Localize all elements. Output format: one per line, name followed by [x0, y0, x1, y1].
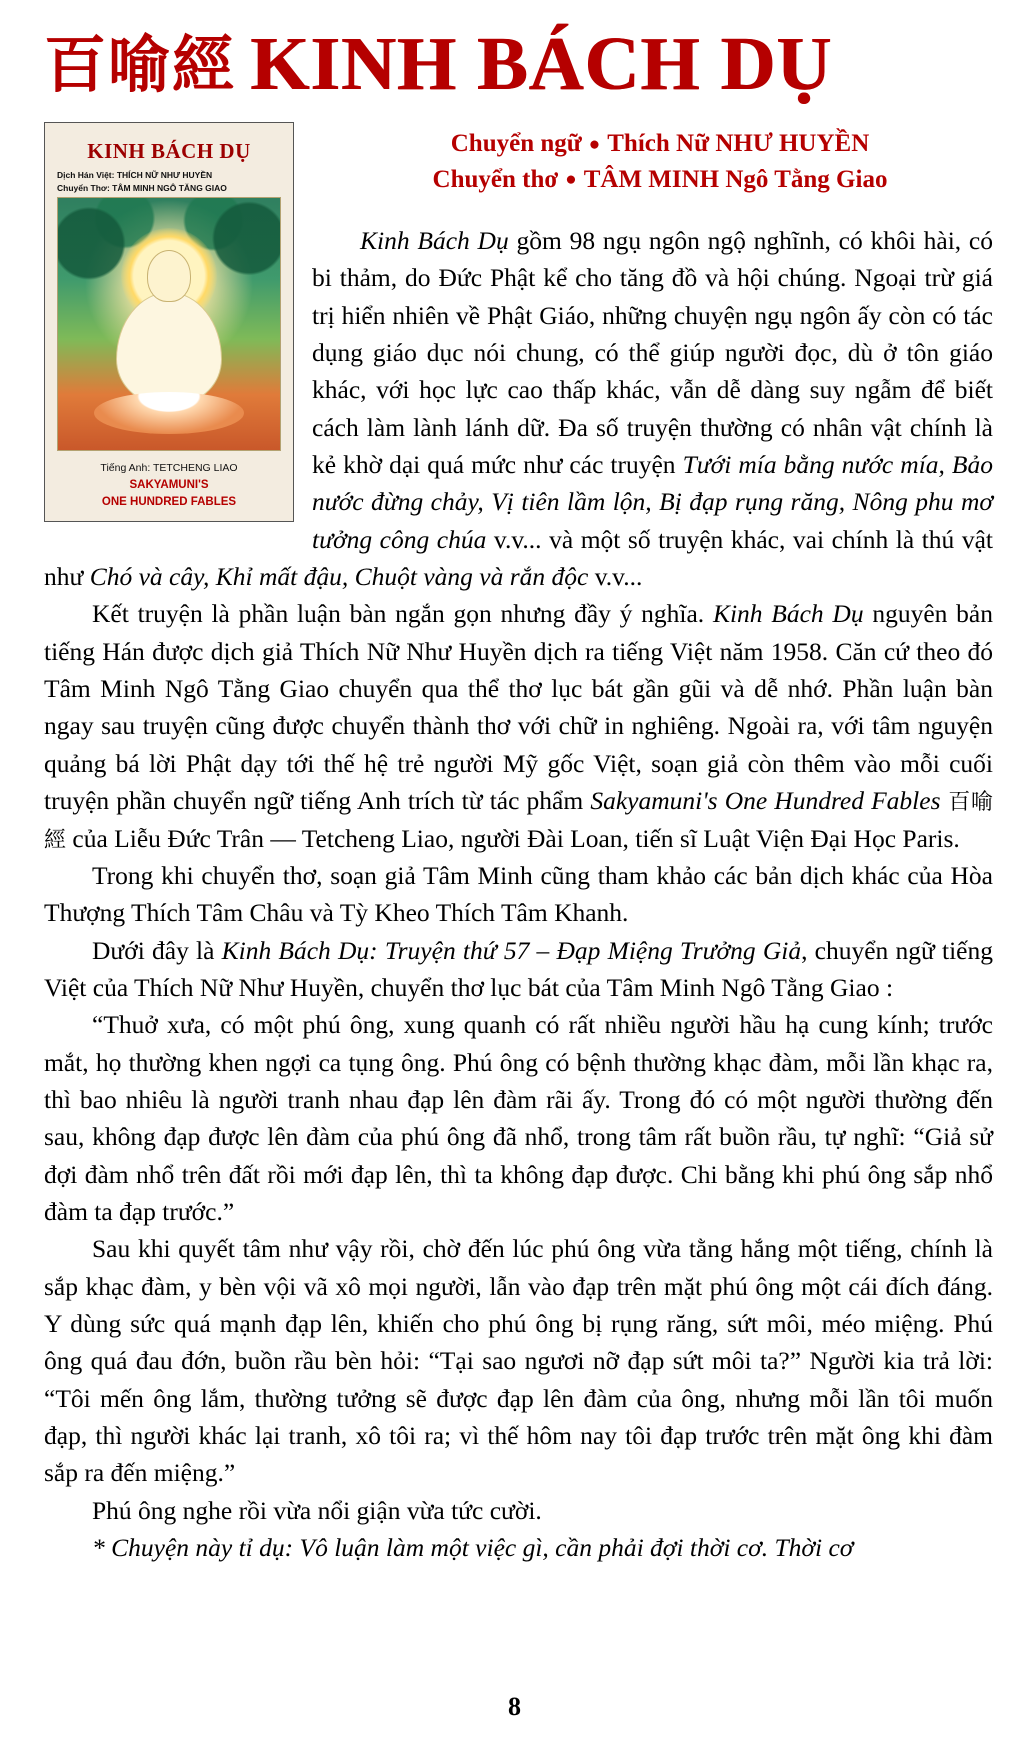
p2-f: của Liễu Đức Trân — Tetcheng Liao, người Đài Loan, tiến sĩ Luật Viện Đại Học Paris. — [66, 823, 960, 853]
credit-label-1: Chuyển ngữ — [450, 130, 582, 157]
cover-footer-line3: ONE HUNDRED FABLES — [101, 495, 237, 508]
paragraph-references: Trong khi chuyển thơ, soạn giả Tâm Minh cũng tham khảo các bản dịch khác của Hòa Thượng Thích Tâm Châu và Tỳ Kheo Thích Tâm Khanh. — [44, 860, 993, 928]
cover-subtitle-line1: Dịch Hán Việt: THÍCH NỮ NHƯ HUYỀN — [57, 170, 213, 180]
bullet-icon-1: ● — [588, 133, 601, 155]
p1-animal-story-list: Chó và cây, Khỉ mất đậu, Chuột vàng và rắn độc — [89, 562, 589, 592]
p1-mid: v.v... và một số truyện khác, vai chính là thú vật như — [44, 524, 993, 592]
cover-footer-line1: Tiếng Anh: TETCHENG LIAO — [100, 461, 238, 474]
cover-subtitle — [57, 169, 283, 195]
credit-label-2: Chuyển thơ — [432, 165, 559, 193]
p4-c: , chuyển ngữ tiếng Việt của Thích Nữ Như Huyền, chuyển thơ lục bát của Tâm Minh Ngô Tằng Giao : — [44, 935, 994, 1002]
page-title: KINH BÁCH DỤ — [250, 22, 833, 106]
paragraph-story-3: Phú ông nghe rồi vừa nổi giận vừa tức cười. — [92, 1495, 542, 1525]
cover-text-wrap-spacer — [44, 222, 312, 524]
page-number: 8 — [508, 1692, 521, 1721]
credit-line-translator — [330, 126, 990, 162]
paragraph-about-translation — [44, 595, 993, 856]
p2-chinese-title: 百喻經 — [44, 790, 993, 853]
bullet-icon-2: ● — [565, 169, 577, 191]
article-body — [44, 222, 993, 1566]
p2-c: nguyên bản tiếng Hán được dịch giả Thích Nữ Như Huyền dịch ra tiếng Việt năm 1958. Căn cứ theo đó Tâm Minh Ngô Tằng Giao chuyển qua thể thơ lục bát gần gũi và dễ nhớ. Phần luận bàn ngay sau truyện cũng được chuyển thành thơ với chữ in nghiêng. Ngoài ra, với tâm nguyện quảng bá lời Phật dạy tới thế hệ trẻ người Mỹ gốc Việt, soạn giả còn thêm vào mỗi cuối truyện phần chuyển ngữ tiếng Anh trích từ tác phẩm — [44, 599, 994, 816]
p2-title-italic: Kinh Bách Dụ — [712, 599, 864, 629]
p2-a: Kết truyện là phần luận bàn ngắn gọn nhưng đầy ý nghĩa. — [92, 599, 713, 629]
cover-footer-line2: SAKYAMUNI'S — [129, 478, 209, 491]
p1-story-list: Tưới mía bằng nước mía, Bảo nước đừng chảy, Vị tiên lầm lộn, Bị đạp rụng răng, Nông phu mơ tưởng công chúa — [312, 450, 993, 554]
title-chinese: 百喻經 — [44, 28, 237, 101]
p1-end: v.v... — [588, 562, 643, 592]
p4-a: Dưới đây là — [92, 935, 222, 965]
cover-subtitle-line2: Chuyển Thơ: TÂM MINH NGÔ TĂNG GIAO — [57, 182, 227, 193]
page-header — [0, 0, 1029, 106]
p1-title-italic: Kinh Bách Dụ — [360, 226, 509, 255]
paragraph-moral: * Chuyện này tỉ dụ: Vô luận làm một việc gì, cần phải đợi thời cơ. Thời cơ — [92, 1533, 854, 1563]
paragraph-story-intro — [44, 932, 993, 1007]
p2-english-title: Sakyamuni's One Hundred Fables — [590, 786, 941, 816]
p4-story-title: Kinh Bách Dụ: Truyện thứ 57 – Đạp Miệng Trưởng Giả — [221, 935, 802, 965]
paragraph-story-2: Sau khi quyết tâm như vậy rồi, chờ đến lúc phú ông vừa tằng hắng một tiếng, chính là sắp khạc đàm, y bèn vội vã xô mọi người, lẫn vào đạp trên mặt phú ông một cái đích đáng. Y dùng sức quá mạnh đạp lên, khiến cho phú ông bị rụng răng, sứt môi, méo miệng. Phú ông quá đau đớn, buồn rầu bèn hỏi: “Tại sao ngươi nỡ đạp sứt môi ta?” Người kia trả lời: “Tôi mến ông lắm, thường tưởng sẽ được đạp lên đàm của ông, nhưng mỗi lần tôi muốn đạp, thì người khác lại tranh, xô tôi ra; vì thế hôm nay tôi đạp trước trên mặt ông khi đàm sắp ra đến miệng.” — [44, 1234, 993, 1488]
paragraph-story-1: “Thuở xưa, có một phú ông, xung quanh có rất nhiều người hầu hạ cung kính; trước mắt, họ thường khen ngợi ca tụng ông. Phú ông có bệnh thường khạc đàm, mỗi lần khạc ra, thì bao nhiêu là người tranh nhau đạp lên đàm rãi ấy. Trong đó có một người thường đến sau, không đạp được lên đàm của phú ông đã nhổ, trong tâm rất buồn rầu, tự nghĩ: “Giả sử đợi đàm nhổ trên đất rồi mới đạp lên, thì ta không đạp được. Chi bằng khi phú ông sắp nhổ đàm ta đạp trước.” — [44, 1010, 993, 1226]
credit-line-poet — [330, 162, 990, 198]
p1-body: gồm 98 ngụ ngôn ngộ nghĩnh, có khôi hài, có bi thảm, do Đức Phật kể cho tăng đồ và hội chúng. Ngoại trừ giá trị hiển nhiên về Phật Giáo, những chuyện ngụ ngôn ấy còn có tác dụng giáo dục nói chung, có thể giúp người đọc, dù ở tôn giáo khác, với học lực cao thấp khác, vẫn dễ dàng suy ngẫm để biết cách làm lành lánh dữ. Đa số truyện thường có nhân vật chính là kẻ khờ dại quá mức như các truyện — [312, 226, 993, 480]
credit-name-2: TÂM MINH Ngô Tằng Giao — [583, 165, 888, 193]
credits-block — [330, 126, 990, 197]
credit-name-1: Thích Nữ NHƯ HUYỀN — [607, 130, 870, 157]
cover-title: KINH BÁCH DỤ — [87, 139, 251, 163]
